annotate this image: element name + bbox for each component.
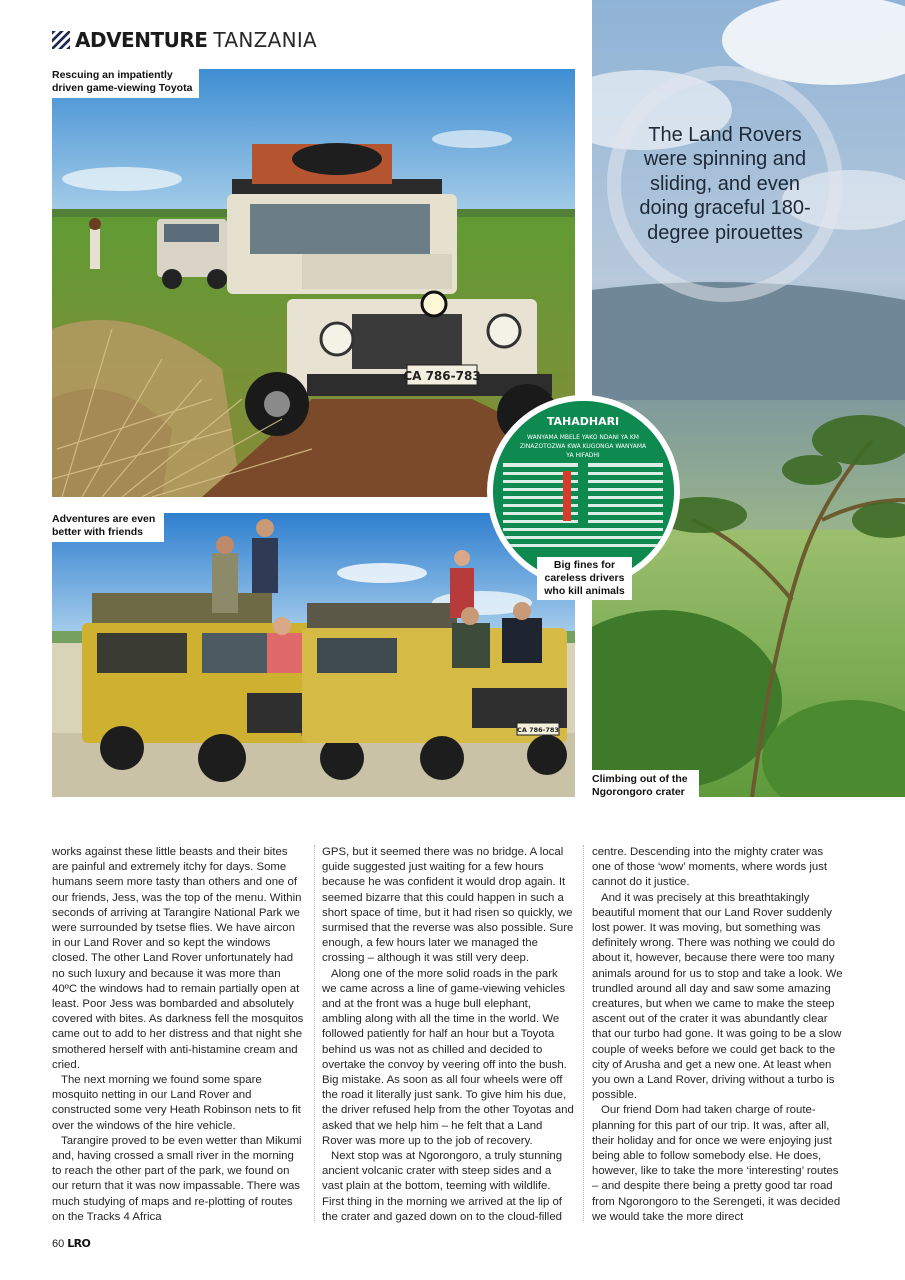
sign-subheading-3: YA HIFADHI [566,452,600,459]
column-divider [583,845,584,1221]
sign-subheading-2: ZINAZOTOZWA KWA KUGONGA WANYAMA [519,443,647,450]
sign-subheading: WANYAMA MBELE YAKO NDANI YA KM [527,434,639,441]
caption-friends [52,513,164,542]
article-paragraph: Our friend Dom had taken charge of route-planning for this part of our trip. It was, after all, their holiday and for once we were enjoying just being able to follow somebody else. He does, however, like to take the more ‘interesting’ routes – and despite there being a pretty good tar road from Ngorongoro to the Serengeti, it was decided we would take the more direct [592,1104,841,1223]
magazine-logo: LRO [67,1237,91,1250]
article-column-1 [52,845,304,1225]
caption-toyota [52,69,199,98]
article-paragraph: The next morning we found some spare mosquito netting in our Land Rover and constructed some very Heath Robinson nets to fit over the windows of the hire vehicle. [52,1074,301,1132]
article-paragraph: GPS, but it seemed there was no bridge. A local guide suggested just waiting for a few hours because he was confident it would drop again. It seemed bizarre that this could happen in such a short space of time, but it had risen so quickly, we surmised that the reverse was also possible. Sure enough, a few hours later we managed the crossing – although it was still very deep. [322,846,574,965]
article-column-2 [322,845,574,1225]
caption-crater [592,770,699,800]
caption-line: careless drivers [544,572,625,584]
section-header [52,28,317,52]
article-column-3 [592,845,844,1225]
friends-plate-right: CA 786-783 [517,726,559,734]
article-paragraph: Tarangire proved to be even wetter than Mikumi and, having crossed a small river in the morning to reach the other part of the park, we found on our return that it was now impassable. There was much studying of maps and re-plotting of routes on the Tracks 4 Africa [52,1134,302,1223]
caption-line: Rescuing an impatiently [52,69,173,81]
section-location: TANZANIA [213,28,318,52]
article-paragraph: centre. Descending into the mighty crater was one of those ‘wow’ moments, where words just cannot do it justice. [592,846,828,889]
page-footer [52,1237,90,1251]
toyota-plate-text: CA 786-783 [403,369,481,383]
stripes-logo-icon [52,31,70,49]
column-divider [314,845,315,1221]
page-number: 60 [52,1238,65,1250]
article-paragraph: And it was precisely at this breathtakingly beautiful moment that our Land Rover suddenly lost power. It was moving, but something was definitely wrong. There was nothing we could do about it, however, because there were too many animals around for us to stop and take a look. We trundled around all day and saw some amazing creatures, but when we came to make the steep ascent out of the crater it was abundantly clear that our turbo had gone. It was going to be a slow couple of weeks before we could get back to the city of Arusha and get a new one. At least when you own a Land Rover, driving without a turbo is possible. [592,891,843,1102]
pull-quote [607,66,843,302]
caption-sign [537,557,632,600]
caption-line: who kill animals [544,585,625,597]
photo-friends-on-land-rovers [52,513,575,797]
caption-line: driven game-viewing Toyota [52,82,193,94]
caption-line: Adventures are even [52,513,156,525]
pull-quote-text: The Land Rovers were spinning and sliding, and even doing graceful 180-degree pirouettes [639,123,811,244]
photo-land-rover-rescue [52,69,575,497]
caption-line: better with friends [52,526,144,538]
article-paragraph: Along one of the more solid roads in the park we came across a line of game-viewing vehicles and at the front was a huge bull elephant, ambling along with all the time in the world. We followed patiently for half an hour but a Toyota behind us was not as chilled and decided to overtake the convoy by veering off into the bush. Big mistake. As soon as all four wheels were off the road it literally just sank. To give him his due, the driver refused help from the other Toyotas and asked that we help him – he felt that a Land Rover was more up to the job of recovery. [322,967,574,1147]
sign-heading: TAHADHARI [546,415,620,428]
article-paragraph: works against these little beasts and their bites are painful and extremely itchy for days. Some humans seem more tasty than others and one of our friends, Jess, was the top of the menu. Within seconds of arriving at Tarangire National Park we were surrounded by tsetse flies. We have aircon in our Land Rover and so kept the windows closed. The other Land Rover unfortunately had no such luxury and because it was more than 40ºC the windows had to remain partially open at least. Poor Jess was bombarded and absolutely covered with bites. As darkness fell the mosquitos came out to add to her distress and that night she smothered herself with anti-histamine cream and cried. [52,846,304,1071]
caption-line: Ngorongoro crater [592,786,685,798]
caption-line: Climbing out of the [592,773,688,785]
article-paragraph: Next stop was at Ngorongoro, a truly stunning ancient volcanic crater with steep sides and a vast plain at the bottom, teeming with wildlife. First thing in the morning we arrived at the lip of the crater and gazed down on to the cloud-filled [322,1150,563,1223]
caption-line: Big fines for [553,559,616,571]
section-title: ADVENTURE [75,28,208,52]
